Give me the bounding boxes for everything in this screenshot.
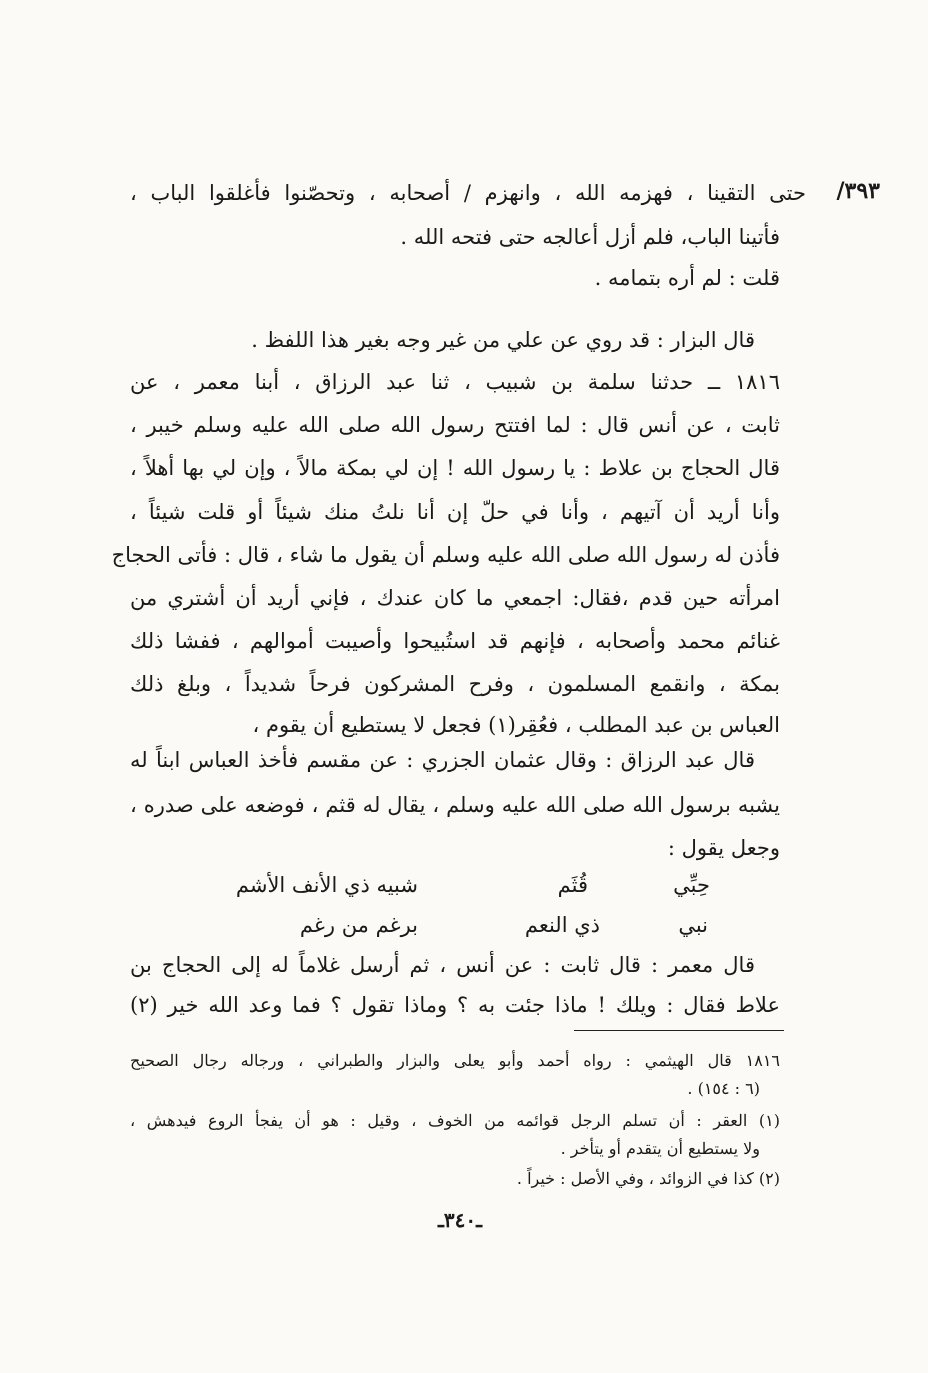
- body-line: ١٨١٦ ــ حدثنا سلمة بن شبيب ، ثنا عبد الرزاق ، أبنا معمر ، عن: [130, 370, 780, 394]
- body-line: قلت : لم أره بتمامه .: [594, 266, 780, 290]
- margin-page-number: ٣٩٣/: [836, 178, 880, 204]
- footnote-separator: [574, 1030, 784, 1031]
- footnote-line: ولا يستطيع أن يتقدم أو يتأخر .: [560, 1139, 760, 1158]
- body-line: وجعل يقول :: [667, 836, 780, 860]
- body-line: قال الحجاج بن علاط : يا رسول الله ! إن لي بمكة مالاً ، وإن لي بها أهلاً ،: [130, 456, 780, 480]
- body-line: غنائم محمد وأصحابه ، فإنهم قد استُبيحوا وأصيبت أموالهم ، ففشا ذلك: [130, 629, 780, 653]
- footnote-line: ١٨١٦ قال الهيثمي : رواه أحمد وأبو يعلى والبزار والطبراني ، ورجاله رجال الصحيح: [130, 1051, 780, 1070]
- footnote-line: (١) العقر : أن تسلم الرجل قوائمه من الخوف ، وقيل : هو أن يفجأ الروع فيدهش ،: [130, 1111, 780, 1130]
- body-line: قال عبد الرزاق : وقال عثمان الجزري : عن مقسم فأخذ العباس ابناً له: [130, 748, 755, 772]
- footnote-line: (٦ : ١٥٤) .: [687, 1079, 760, 1098]
- verse-word: نبي: [678, 913, 708, 937]
- body-line: امرأته حين قدم ،فقال: اجمعي ما كان عندك ، فإني أريد أن أشتري من: [130, 586, 780, 610]
- footnote-line: (٢) كذا في الزوائد ، وفي الأصل : خيراً .: [516, 1169, 780, 1188]
- body-line: يشبه برسول الله صلى الله عليه وسلم ، يقال له قثم ، فوضعه على صدره ،: [130, 793, 780, 817]
- body-line: قال معمر : قال ثابت : عن أنس ، ثم أرسل غلاماً له إلى الحجاج بن: [130, 953, 755, 977]
- body-line: فأتينا الباب، فلم أزل أعالجه حتى فتحه الله .: [400, 225, 780, 249]
- body-line: العباس بن عبد المطلب ، فعُقِر(١) فجعل لا يستطيع أن يقوم ،: [252, 713, 780, 737]
- body-line: حتى التقينا ، فهزمه الله ، وانهزم / أصحابه ، وتحصّنوا فأغلقوا الباب ،: [130, 181, 806, 205]
- body-line: قال البزار : قد روي عن علي من غير وجه بغير هذا اللفظ .: [251, 328, 755, 352]
- body-line: وأنا أريد أن آتيهم ، وأنا في حلّ إن أنا نلتُ منك شيئاً أو قلت شيئاً ،: [130, 500, 780, 524]
- verse-word: حِبِّي: [673, 873, 710, 897]
- body-line: ثابت ، عن أنس قال : لما افتتح رسول الله صلى الله عليه وسلم خيبر ،: [130, 413, 780, 437]
- page-folio: ـ٣٤٠ـ: [438, 1208, 482, 1232]
- body-line: بمكة ، وانقمع المسلمون ، وفرح المشركون فرحاً شديداً ، وبلغ ذلك: [130, 672, 780, 696]
- body-line: علاط فقال : ويلك ! ماذا جئت به ؟ وماذا تقول ؟ فما وعد الله خير (٢): [130, 993, 780, 1017]
- verse-hemistich: شبيه ذي الأنف الأشم: [235, 873, 418, 897]
- verse-word: قُثَم: [557, 873, 588, 897]
- verse-word: ذي النعم: [524, 913, 600, 937]
- verse-hemistich: برغم من رغم: [299, 913, 418, 937]
- body-line: فأذن له رسول الله صلى الله عليه وسلم أن يقول ما شاء ، قال : فأتى الحجاج: [111, 543, 780, 567]
